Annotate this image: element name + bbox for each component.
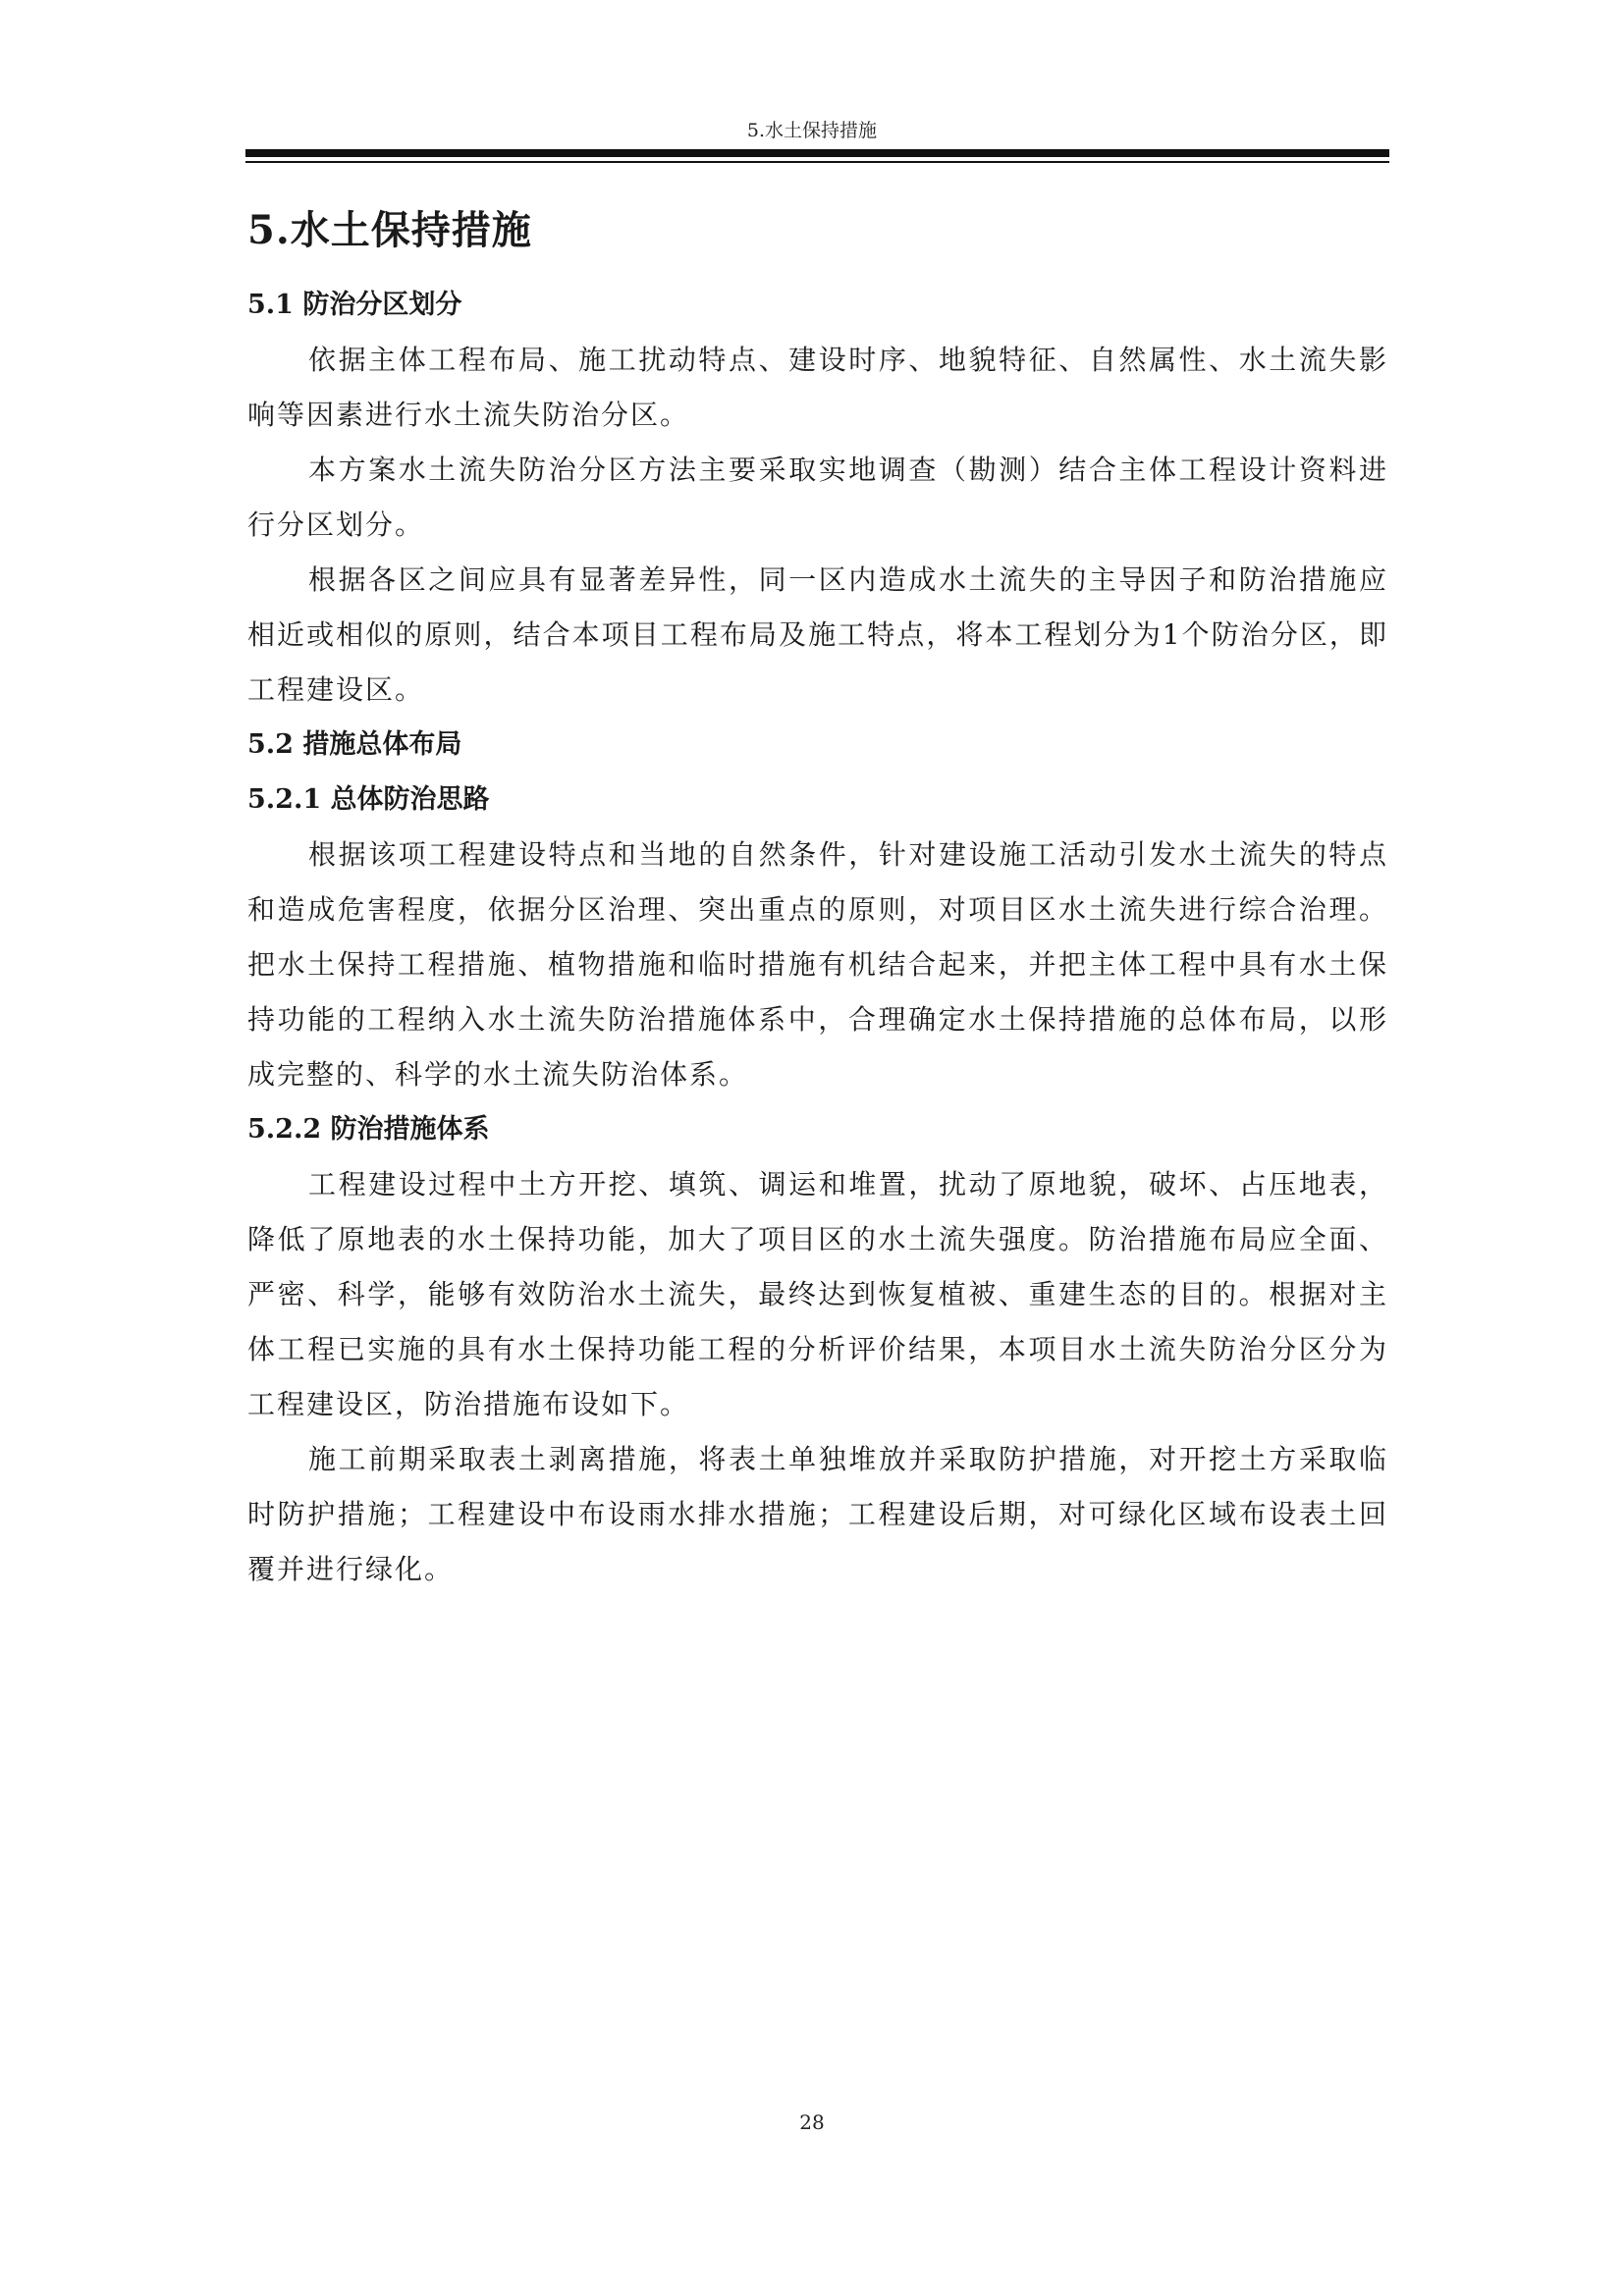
- running-header: 5.水土保持措施: [746, 120, 878, 141]
- page-number: 28: [799, 2110, 825, 2134]
- paragraph: 根据各区之间应具有显著差异性，同一区内造成水土流失的主导因子和防治措施应相近或相似的原则，结合本项目工程布局及施工特点，将本工程划分为1个防治分区，即工程建设区。: [247, 563, 1388, 706]
- header-rule-thick: [245, 149, 1389, 157]
- paragraph: 依据主体工程布局、施工扰动特点、建设时序、地貌特征、自然属性、水土流失影响等因素进行水土流失防治分区。: [247, 344, 1388, 431]
- paragraph: 施工前期采取表土剥离措施，将表土单独堆放并采取防护措施，对开挖土方采取临时防护措施；工程建设中布设雨水排水措施；工程建设后期，对可绿化区域布设表土回覆并进行绿化。: [247, 1443, 1388, 1585]
- section-heading-5-1: 5.1 防治分区划分: [247, 290, 462, 320]
- subsection-heading-5-2-2: 5.2.2 防治措施体系: [247, 1114, 490, 1145]
- section-heading-5-2: 5.2 措施总体布局: [247, 729, 462, 760]
- paragraph: 根据该项工程建设特点和当地的自然条件，针对建设施工活动引发水土流失的特点和造成危害程度，依据分区治理、突出重点的原则，对项目区水土流失进行综合治理。把水土保持工程措施、植物措施和临时措施有机结合起来，并把主体工程中具有水土保持功能的工程纳入水土流失防治措施体系中，合理确定水土保持措施的总体布局，以形成完整的、科学的水土流失防治体系。: [247, 838, 1388, 1091]
- page-body: [247, 191, 1388, 1597]
- subsection-heading-5-2-1: 5.2.1 总体防治思路: [247, 784, 490, 815]
- header-rule-thin: [245, 161, 1389, 163]
- chapter-title: 5.水土保持措施: [247, 207, 532, 253]
- paragraph: 工程建设过程中土方开挖、填筑、调运和堆置，扰动了原地貌，破坏、占压地表，降低了原地表的水土保持功能，加大了项目区的水土流失强度。防治措施布局应全面、严密、科学，能够有效防治水土流失，最终达到恢复植被、重建生态的目的。根据对主体工程已实施的具有水土保持功能工程的分析评价结果，本项目水土流失防治分区分为工程建设区，防治措施布设如下。: [247, 1168, 1388, 1420]
- paragraph: 本方案水土流失防治分区方法主要采取实地调查（勘测）结合主体工程设计资料进行分区划分。: [247, 454, 1388, 541]
